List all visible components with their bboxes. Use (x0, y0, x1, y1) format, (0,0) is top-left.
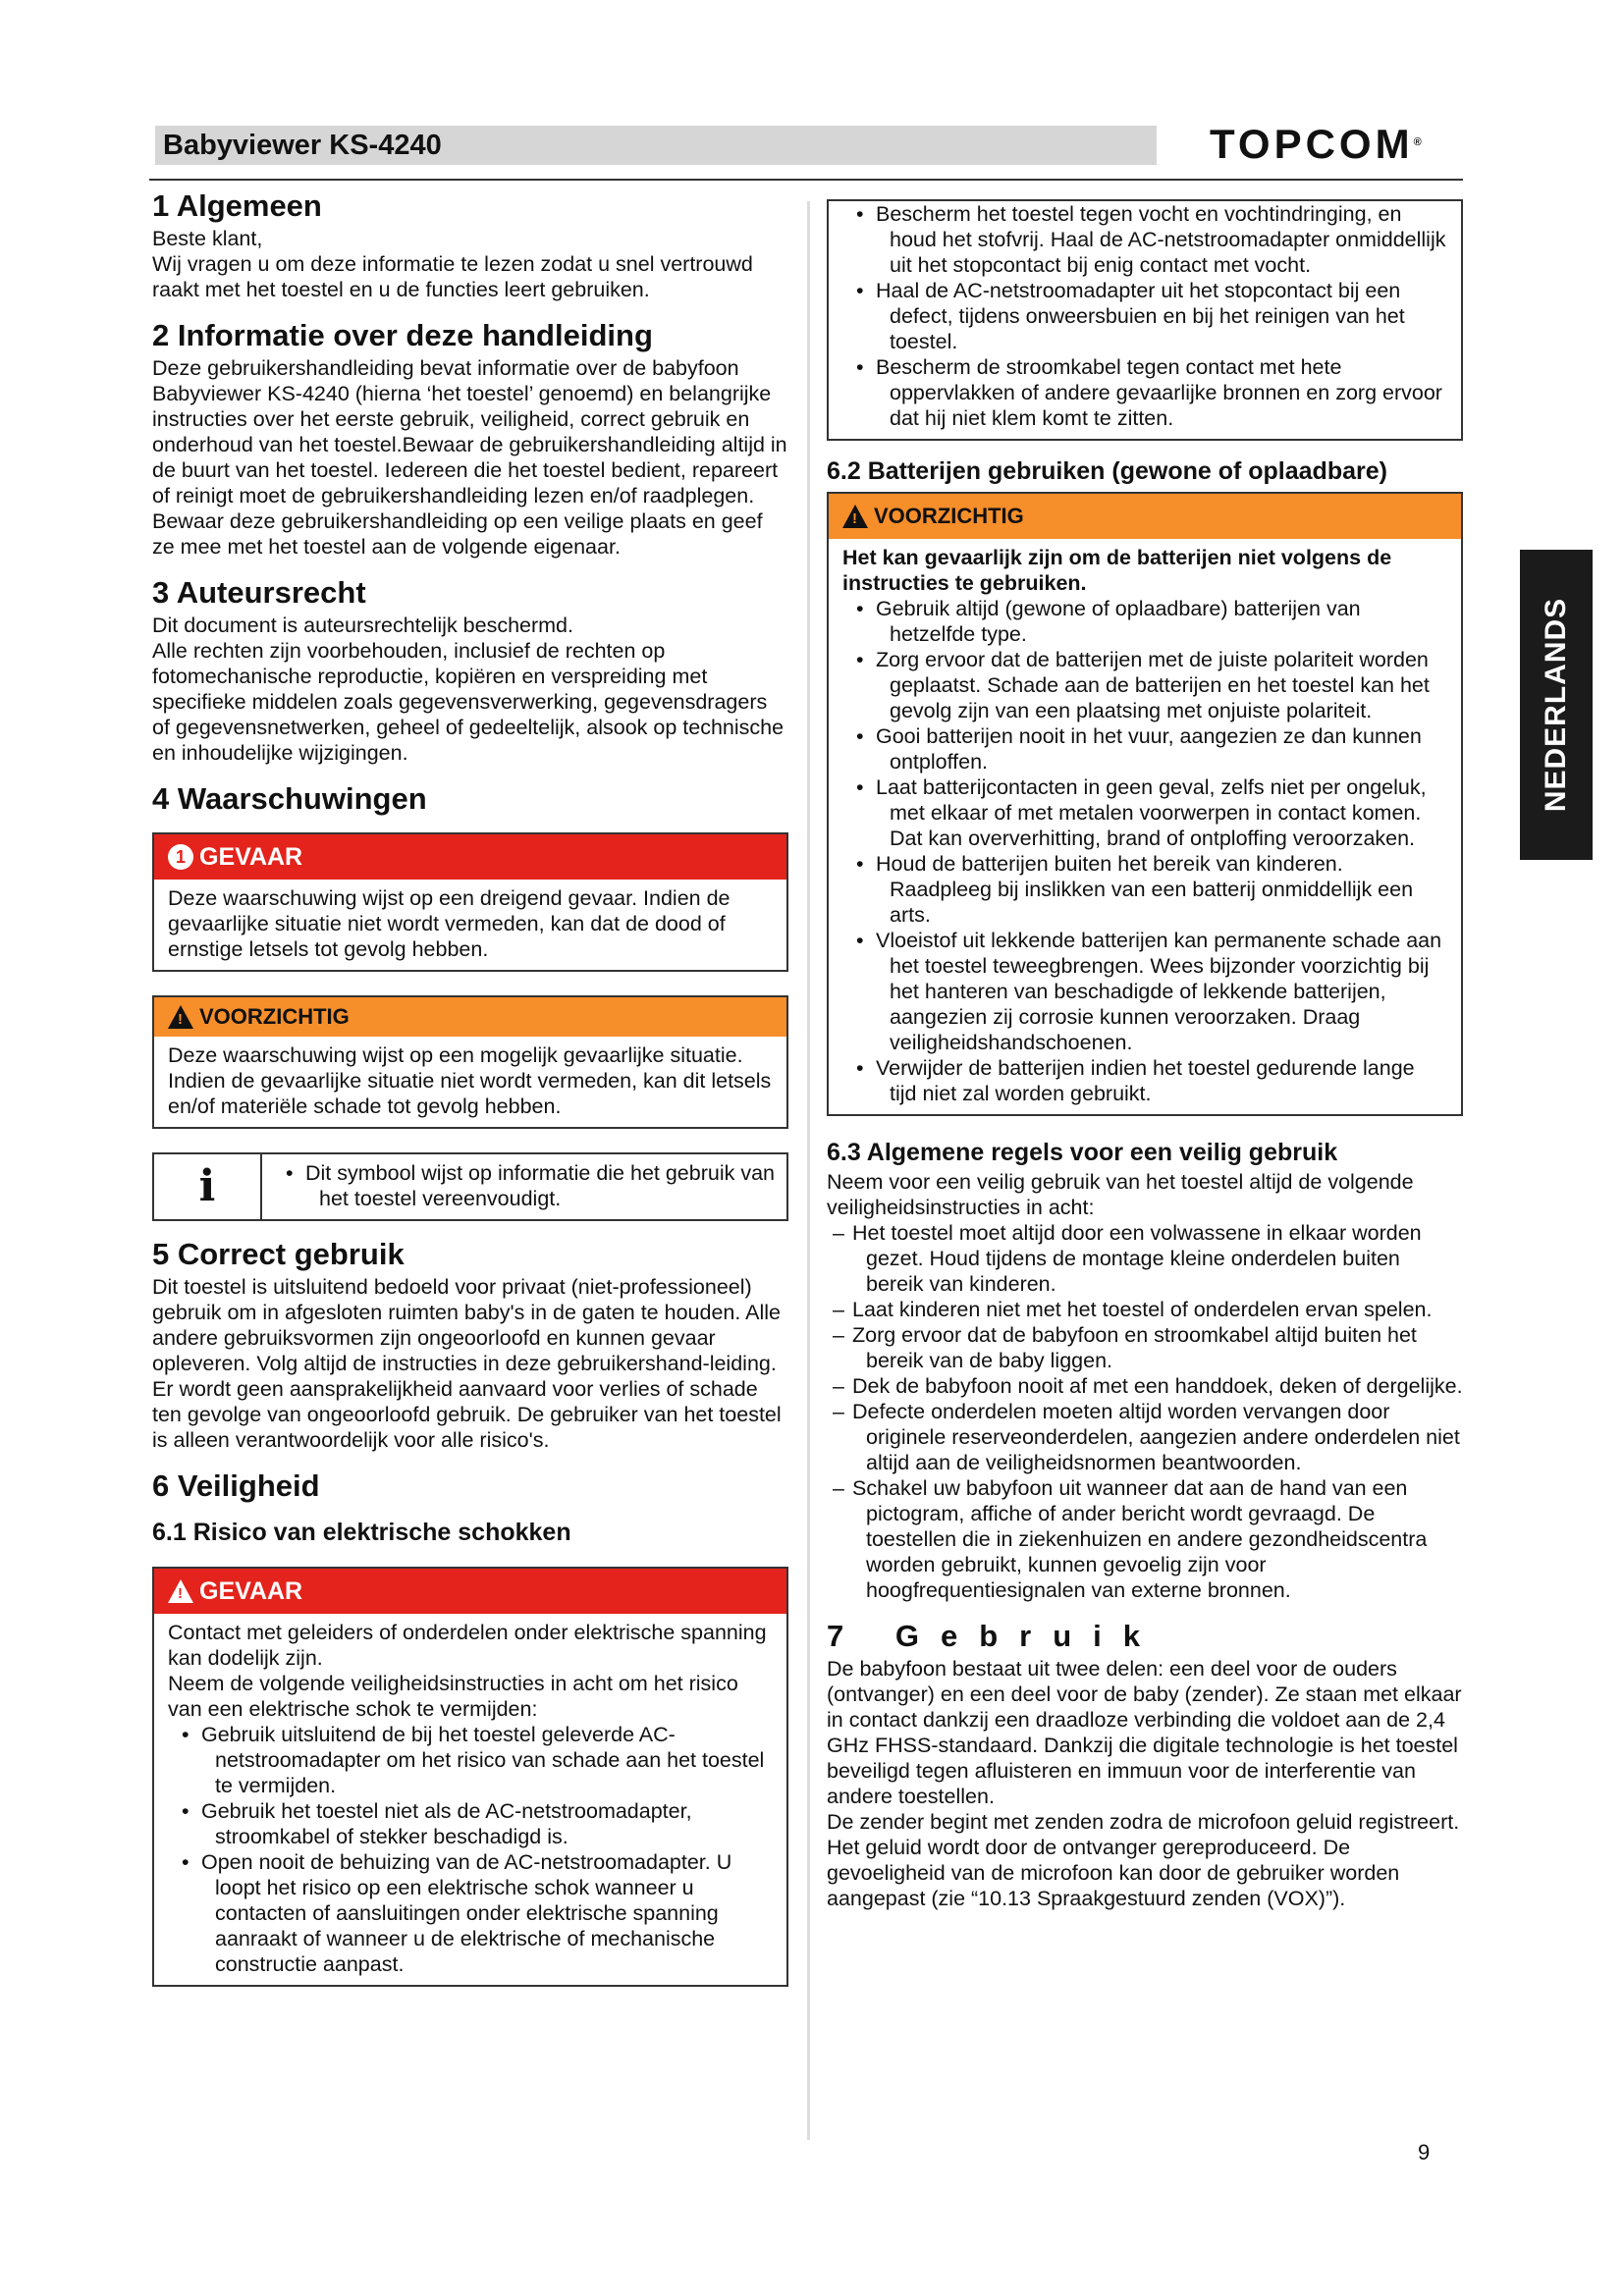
list-item: • Haal de AC-netstroomadapter uit het stopcontact bij een defect, tijdens onweersbuien en bij het reinigen van het toestel. (842, 278, 1447, 354)
s1-salutation: Beste klant, (152, 227, 263, 250)
battery-caution-lead: Het kan gevaarlijk zijn om de batterijen niet volgens de instructies te gebruiken. (842, 546, 1392, 595)
list-item: – Defecte onderdelen moeten altijd worden vervangen door originele reserveonderdelen, aangezien andere onderdelen niet altijd aan de veiligheidsnormen beantwoorden. (827, 1399, 1463, 1475)
list-item: – Dek de babyfoon nooit af met een handdoek, deken of dergelijke. (827, 1373, 1463, 1399)
info-notice-box (152, 1152, 788, 1221)
section-5-heading: 5 Correct gebruik (152, 1237, 405, 1271)
list-item: • Verwijder de batterijen indien het toestel gedurende lange tijd niet zal worden gebruikt. (842, 1055, 1447, 1106)
general-rules-list (827, 1220, 1463, 1603)
list-item: • Houd de batterijen buiten het bereik van kinderen. Raadpleeg bij inslikken van een batterij onmiddellijk een arts. (842, 851, 1447, 928)
danger-number-icon: 1 (168, 844, 193, 870)
danger-notice-header (154, 834, 786, 880)
warning-mark: ! (178, 1585, 183, 1602)
language-tab-label: NEDERLANDS (1540, 597, 1572, 813)
section-7-heading: 7 Gebruik (827, 1619, 1162, 1653)
right-column (827, 199, 1463, 1911)
s3-body-1: Dit document is auteursrechtelijk beschermd. (152, 614, 573, 637)
electric-danger-p2: Neem de volgende veiligheidsinstructies in acht om het risico van een elektrische schok te vermijden: (168, 1672, 738, 1721)
info-icon: i (154, 1154, 262, 1219)
caution-notice-label: VOORZICHTIG (199, 1004, 350, 1029)
list-item: • Vloeistof uit lekkende batterijen kan permanente schade aan het toestel teweegbrengen. Wees bijzonder voorzichtig bij het hanteren van beschadigde of lekkende batterijen, aangezien zij corrosie kunnen veroorzaken. Draag veiligheidshandschoenen. (842, 928, 1447, 1055)
section-3-heading: 3 Auteursrecht (152, 575, 366, 610)
document-title: Babyviewer KS-4240 (163, 130, 442, 161)
s5-body: Dit toestel is uitsluitend bedoeld voor privaat (niet-professioneel) gebruik om in afgesloten ruimten baby's in de gaten te houden. Alle andere gebruiksvormen zijn ongeoorloofd en kunnen gevaar opleveren. Volg altijd de instructies in deze gebruikershand-leiding. Er wordt geen aansprakelijkheid aanvaard voor verlies of schade ten gevolge van ongeoorloofd gebruik. De gebruiker van het toestel is alleen verantwoordelijk voor alle risico's. (152, 1275, 782, 1452)
general-rules-lead: Neem voor een veilig gebruik van het toestel altijd de volgende veiligheidsinstructies in acht: (827, 1170, 1414, 1219)
s7-body-2: De zender begint met zenden zodra de microfoon geluid registreert. Het geluid wordt door de ontvanger gereproduceerd. De gevoeligheid van de microfoon kan door de gebruiker worden aangepast (zie “10.13 Spraakgestuurd zenden (VOX)”). (827, 1810, 1460, 1910)
list-item: – Schakel uw babyfoon uit wanneer dat aan de hand van een pictogram, affiche of ander bericht wordt gevraagd. De toestellen die in ziekenhuizen en andere gezondheidscentra worden gebruikt, kunnen gevoelig zijn voor hoogfrequentiesignalen van externe bronnen. (827, 1475, 1463, 1603)
section-6-3-heading: 6.3 Algemene regels voor een veilig gebruik (827, 1139, 1338, 1166)
s3-body-2: Alle rechten zijn voorbehouden, inclusief de rechten op fotomechanische reproductie, kopiëren en verspreiding met specifieke middelen zoals gegevensverwerking, gegevensdragers of gegevensnetwerken, geheel of gedeeltelijk, alsook op technische en inhoudelijke wijzigingen. (152, 639, 785, 765)
electric-danger-list (168, 1722, 773, 1977)
s1-intro: Wij vragen u om deze informatie te lezen zodat u snel vertrouwd raakt met het toestel en u de functies leert gebruiken. (152, 252, 753, 301)
electric-danger-label: GEVAAR (199, 1577, 303, 1605)
brand-logo (1210, 121, 1422, 167)
page-number: 9 (1418, 2140, 1431, 2164)
list-item: • Gebruik altijd (gewone of oplaadbare) batterijen van hetzelfde type. (842, 596, 1447, 647)
column-divider (807, 201, 810, 2140)
caution-notice-header (154, 997, 786, 1037)
battery-caution-box (827, 492, 1463, 1116)
section-1-heading: 1 Algemeen (152, 188, 322, 223)
warning-triangle-icon (168, 1005, 193, 1029)
list-item: • Open nooit de behuizing van de AC-netstroomadapter. U loopt het risico op een elektrische schok wanneer u contacten of aansluitingen onder elektrische spanning aanraakt of wanneer u de elektrische of mechanische constructie aanpast. (168, 1849, 773, 1977)
list-item: • Gebruik het toestel niet als de AC-netstroomadapter, stroomkabel of stekker beschadigd is. (168, 1798, 773, 1849)
list-item: • Laat batterijcontacten in geen geval, zelfs niet per ongeluk, met elkaar of met metalen voorwerpen in contact komen. Dat kan oververhitting, brand of ontploffing veroorzaken. (842, 774, 1447, 851)
caution-notice-body: Deze waarschuwing wijst op een mogelijk gevaarlijke situatie. Indien de gevaarlijke situatie niet wordt vermeden, kan dit letsels en/of materiële schade tot gevolg hebben. (168, 1043, 772, 1118)
info-notice-item: • Dit symbool wijst op informatie die het gebruik van het toestel vereenvoudigt. (272, 1160, 777, 1211)
list-item: – Het toestel moet altijd door een volwassene in elkaar worden gezet. Houd tijdens de montage kleine onderdelen buiten bereik van kinderen. (827, 1220, 1463, 1297)
list-item: • Zorg ervoor dat de batterijen met de juiste polariteit worden geplaatst. Schade aan de batterijen en het toestel kan het gevolg zijn van een plaatsing met onjuiste polariteit. (842, 647, 1447, 723)
brand-logo-text: TOPCOM (1210, 121, 1414, 167)
danger-notice-box (152, 832, 788, 972)
list-item: • Gooi batterijen nooit in het vuur, aangezien ze dan kunnen ontploffen. (842, 723, 1447, 774)
left-column (152, 187, 788, 1987)
caution-notice-box (152, 995, 788, 1129)
list-item: – Zorg ervoor dat de babyfoon en stroomkabel altijd buiten het bereik van de baby liggen. (827, 1322, 1463, 1373)
electric-danger-box (152, 1567, 788, 1987)
section-6-heading: 6 Veiligheid (152, 1468, 320, 1503)
battery-caution-body (829, 539, 1461, 1114)
section-6-2-heading: 6.2 Batterijen gebruiken (gewone of oplaadbare) (827, 457, 1387, 485)
s7-body-1: De babyfoon bestaat uit twee delen: een deel voor de ouders (ontvanger) en een deel voor de baby (zender). Ze staan met elkaar in contact dankzij een draadloze verbinding die voldoet aan de 2,4 GHz FHSS-standaard. Dankzij die digitale technologie is het toestel beveiligd tegen afluisteren en immuun voor de interferentie van andere toestellen. (827, 1657, 1462, 1808)
list-item: – Laat kinderen niet met het toestel of onderdelen ervan spelen. (827, 1297, 1463, 1322)
info-notice-body (262, 1154, 786, 1219)
danger-notice-label: GEVAAR (199, 843, 303, 871)
battery-caution-label: VOORZICHTIG (874, 504, 1024, 528)
warning-triangle-icon (842, 505, 868, 528)
list-item: • Bescherm de stroomkabel tegen contact met hete oppervlakken of andere gevaarlijke bronnen en zorg ervoor dat hij niet klem komt te zitten. (842, 354, 1447, 431)
header-rule (149, 179, 1463, 181)
list-item: • Bescherm het toestel tegen vocht en vochtindringing, en houd het stofvrij. Haal de AC-netstroomadapter onmiddellijk uit het stopcontact bij enig contact met vocht. (842, 201, 1447, 278)
warning-mark: ! (852, 510, 857, 527)
battery-caution-list (842, 596, 1447, 1106)
s2-body: Deze gebruikershandleiding bevat informatie over de babyfoon Babyviewer KS-4240 (hierna ‘het toestel’ genoemd) en belangrijke instructies over het eerste gebruik, veiligheid, correct gebruik en onderhoud van het toestel.Bewaar de gebruikershandleiding altijd in de buurt van het toestel. Iedereen die het toestel bedient, repareert of reinigt moet de gebruikershandleiding lezen en/of raadplegen. Bewaar deze gebruikershandleiding op een veilige plaats en geef ze mee met het toestel aan de volgende eigenaar. (152, 356, 787, 559)
electric-danger-continued-body (829, 201, 1461, 439)
electric-danger-continued-box (827, 199, 1463, 441)
electric-danger-body (154, 1614, 786, 1985)
danger-notice-body: Deze waarschuwing wijst op een dreigend gevaar. Indien de gevaarlijke situatie niet wordt vermeden, kan dat de dood of ernstige letsels tot gevolg hebben. (168, 886, 731, 961)
battery-caution-header (829, 494, 1461, 539)
warning-mark: ! (178, 1011, 183, 1028)
section-2-heading: 2 Informatie over deze handleiding (152, 318, 653, 352)
section-4-heading: 4 Waarschuwingen (152, 781, 427, 816)
section-6-1-heading: 6.1 Risico van elektrische schokken (152, 1519, 571, 1546)
warning-triangle-icon (168, 1579, 193, 1603)
list-item: • Gebruik uitsluitend de bij het toestel geleverde AC-netstroomadapter om het risico van schade aan het toestel te vermijden. (168, 1722, 773, 1798)
electric-danger-header (154, 1569, 786, 1614)
language-tab (1520, 550, 1593, 860)
registered-mark: ® (1413, 136, 1422, 148)
electric-danger-p1: Contact met geleiders of onderdelen onder elektrische spanning kan dodelijk zijn. (168, 1621, 767, 1670)
